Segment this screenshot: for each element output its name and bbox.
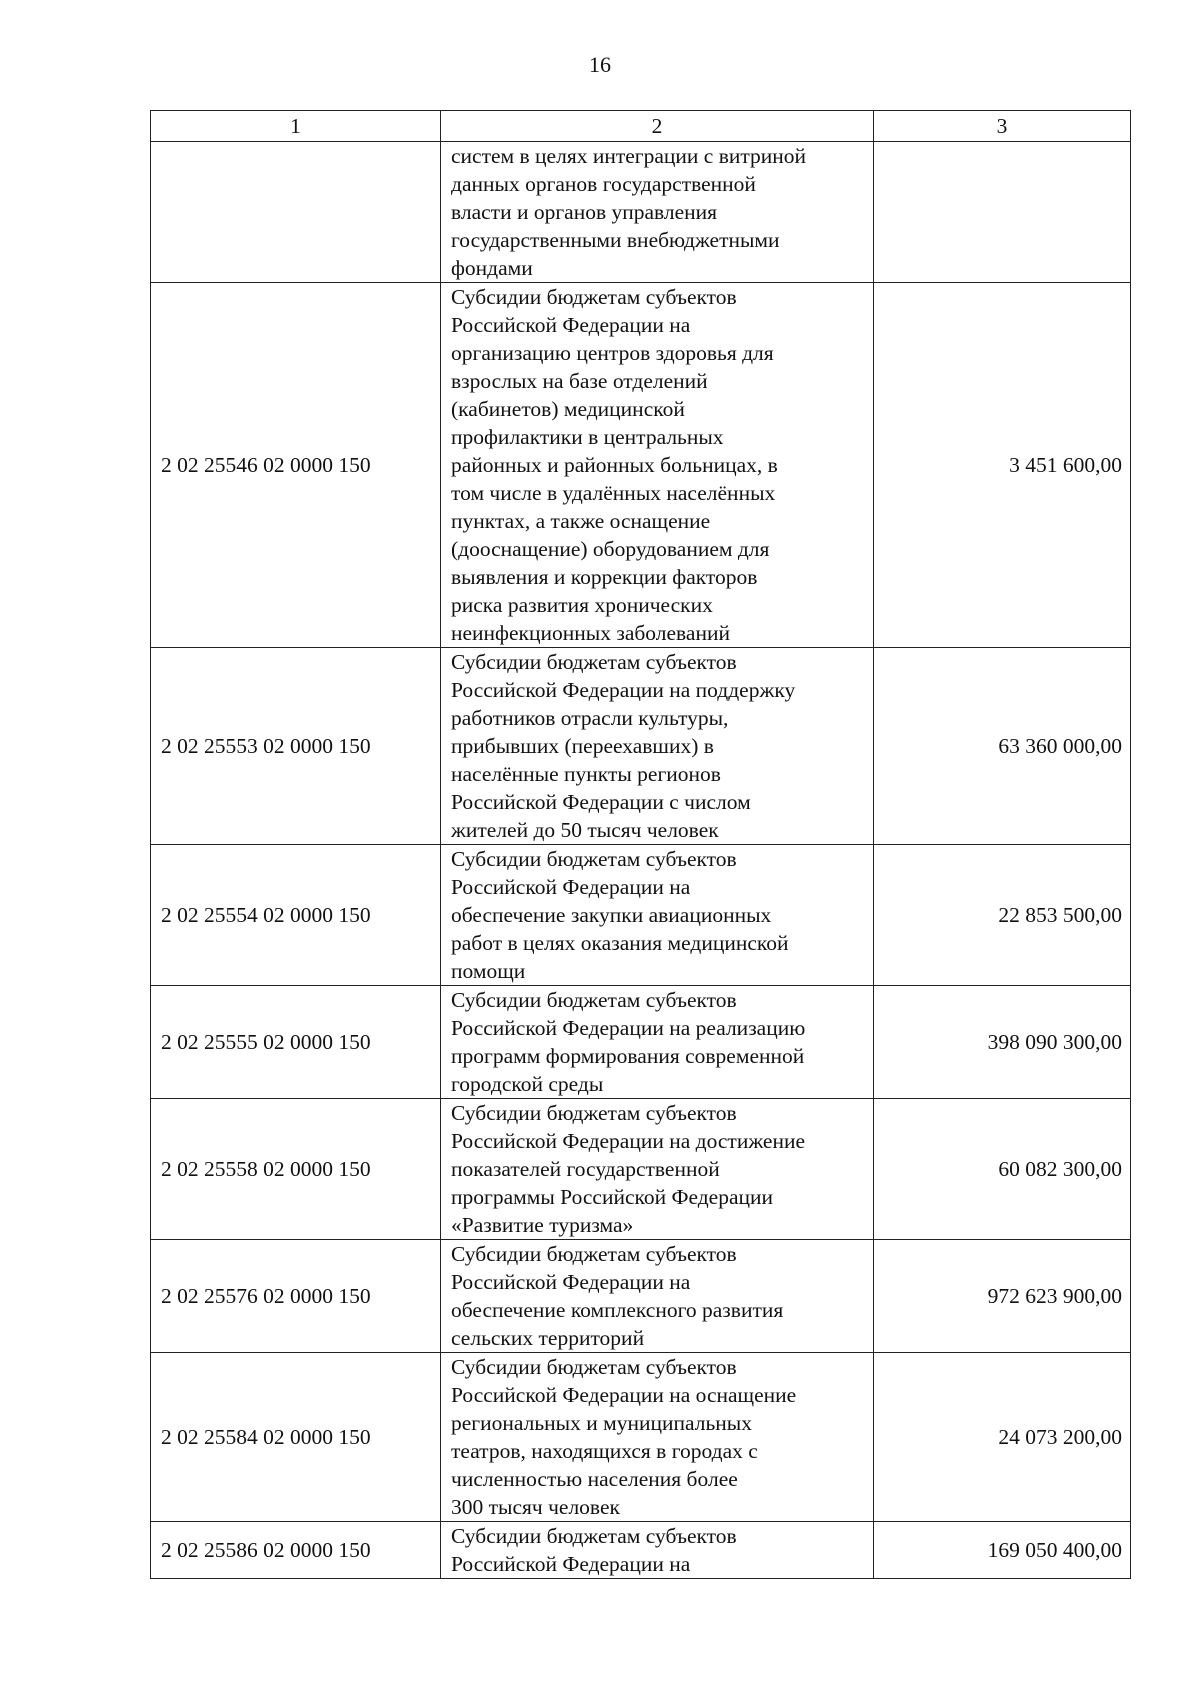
description-line: Российской Федерации с числом	[451, 790, 751, 814]
amount-cell: 63 360 000,00	[874, 648, 1131, 845]
description-cell	[441, 648, 874, 845]
description-line: Субсидии бюджетам субъектов	[451, 847, 737, 871]
description-cell	[441, 1353, 874, 1522]
budget-code-cell	[151, 142, 441, 283]
description-line: Российской Федерации на поддержку	[451, 678, 796, 702]
description-line: Субсидии бюджетам субъектов	[451, 1524, 737, 1548]
description-line: власти и органов управления	[451, 200, 718, 224]
page-number: 16	[589, 52, 611, 77]
description-line: Российской Федерации на достижение	[451, 1129, 806, 1153]
description-line: работников отрасли культуры,	[451, 706, 729, 730]
table-row	[151, 986, 1131, 1099]
description-cell	[441, 1240, 874, 1353]
table-body	[151, 142, 1131, 1579]
budget-code-cell: 2 02 25553 02 0000 150	[151, 648, 441, 845]
description-line: численностью населения более	[451, 1467, 738, 1491]
description-line: населённые пункты регионов	[451, 762, 721, 786]
description-line: Российской Федерации на	[451, 1552, 691, 1576]
description-line: профилактики в центральных	[451, 425, 724, 449]
column-header-1: 1	[151, 111, 441, 142]
budget-code-cell: 2 02 25546 02 0000 150	[151, 283, 441, 648]
description-line: фондами	[451, 256, 533, 280]
table-header-row	[151, 111, 1131, 142]
description-line: жителей до 50 тысяч человек	[451, 818, 719, 842]
table-row	[151, 1099, 1131, 1240]
description-line: программы Российской Федерации	[451, 1185, 774, 1209]
column-header-3: 3	[874, 111, 1131, 142]
amount-cell: 3 451 600,00	[874, 283, 1131, 648]
description-line: организацию центров здоровья для	[451, 341, 774, 365]
description-line: сельских территорий	[451, 1326, 645, 1350]
description-line: работ в целях оказания медицинской	[451, 931, 789, 955]
budget-code-cell: 2 02 25586 02 0000 150	[151, 1522, 441, 1579]
description-line: взрослых на базе отделений	[451, 369, 708, 393]
description-line: данных органов государственной	[451, 172, 756, 196]
amount-cell: 972 623 900,00	[874, 1240, 1131, 1353]
table-row	[151, 648, 1131, 845]
description-cell	[441, 142, 874, 283]
budget-code-cell: 2 02 25576 02 0000 150	[151, 1240, 441, 1353]
table-row	[151, 845, 1131, 986]
budget-code-cell: 2 02 25558 02 0000 150	[151, 1099, 441, 1240]
description-line: региональных и муниципальных	[451, 1411, 752, 1435]
amount-cell: 169 050 400,00	[874, 1522, 1131, 1579]
description-line: Субсидии бюджетам субъектов	[451, 988, 737, 1012]
amount-cell: 398 090 300,00	[874, 986, 1131, 1099]
description-line: государственными внебюджетными	[451, 228, 780, 252]
table-row	[151, 1522, 1131, 1579]
amount-cell	[874, 142, 1131, 283]
description-line: Российской Федерации на	[451, 1270, 691, 1294]
description-line: 300 тысяч человек	[451, 1495, 620, 1519]
description-line: пунктах, а также оснащение	[451, 509, 711, 533]
budget-code-cell: 2 02 25584 02 0000 150	[151, 1353, 441, 1522]
description-cell	[441, 283, 874, 648]
table-row	[151, 283, 1131, 648]
description-line: «Развитие туризма»	[451, 1213, 634, 1237]
description-line: Российской Федерации на	[451, 313, 691, 337]
description-cell	[441, 1522, 874, 1579]
description-cell	[441, 986, 874, 1099]
budget-table	[150, 110, 1131, 1579]
description-line: Российской Федерации на	[451, 875, 691, 899]
description-line: (дооснащение) оборудованием для	[451, 537, 770, 561]
description-line: неинфекционных заболеваний	[451, 621, 730, 645]
description-line: Субсидии бюджетам субъектов	[451, 1101, 737, 1125]
budget-code-cell: 2 02 25555 02 0000 150	[151, 986, 441, 1099]
description-line: (кабинетов) медицинской	[451, 397, 685, 421]
description-line: показателей государственной	[451, 1157, 720, 1181]
description-line: Российской Федерации на оснащение	[451, 1383, 797, 1407]
description-line: городской среды	[451, 1072, 604, 1096]
description-line: обеспечение комплексного развития	[451, 1298, 784, 1322]
description-line: Субсидии бюджетам субъектов	[451, 1355, 737, 1379]
table-row	[151, 1353, 1131, 1522]
table-row	[151, 1240, 1131, 1353]
description-line: прибывших (переехавших) в	[451, 734, 714, 758]
column-header-2: 2	[441, 111, 874, 142]
description-line: обеспечение закупки авиационных	[451, 903, 772, 927]
budget-code-cell: 2 02 25554 02 0000 150	[151, 845, 441, 986]
description-line: систем в целях интеграции с витриной	[451, 144, 807, 168]
description-line: Субсидии бюджетам субъектов	[451, 650, 737, 674]
description-line: Российской Федерации на реализацию	[451, 1016, 806, 1040]
description-line: программ формирования современной	[451, 1044, 805, 1068]
amount-cell: 22 853 500,00	[874, 845, 1131, 986]
description-cell	[441, 1099, 874, 1240]
description-cell	[441, 845, 874, 986]
description-line: том числе в удалённых населённых	[451, 481, 776, 505]
description-line: районных и районных больницах, в	[451, 453, 778, 477]
table-row	[151, 142, 1131, 283]
description-line: риска развития хронических	[451, 593, 713, 617]
description-line: Субсидии бюджетам субъектов	[451, 285, 737, 309]
description-line: выявления и коррекции факторов	[451, 565, 758, 589]
description-line: помощи	[451, 959, 526, 983]
description-line: театров, находящихся в городах с	[451, 1439, 758, 1463]
amount-cell: 24 073 200,00	[874, 1353, 1131, 1522]
description-line: Субсидии бюджетам субъектов	[451, 1242, 737, 1266]
amount-cell: 60 082 300,00	[874, 1099, 1131, 1240]
